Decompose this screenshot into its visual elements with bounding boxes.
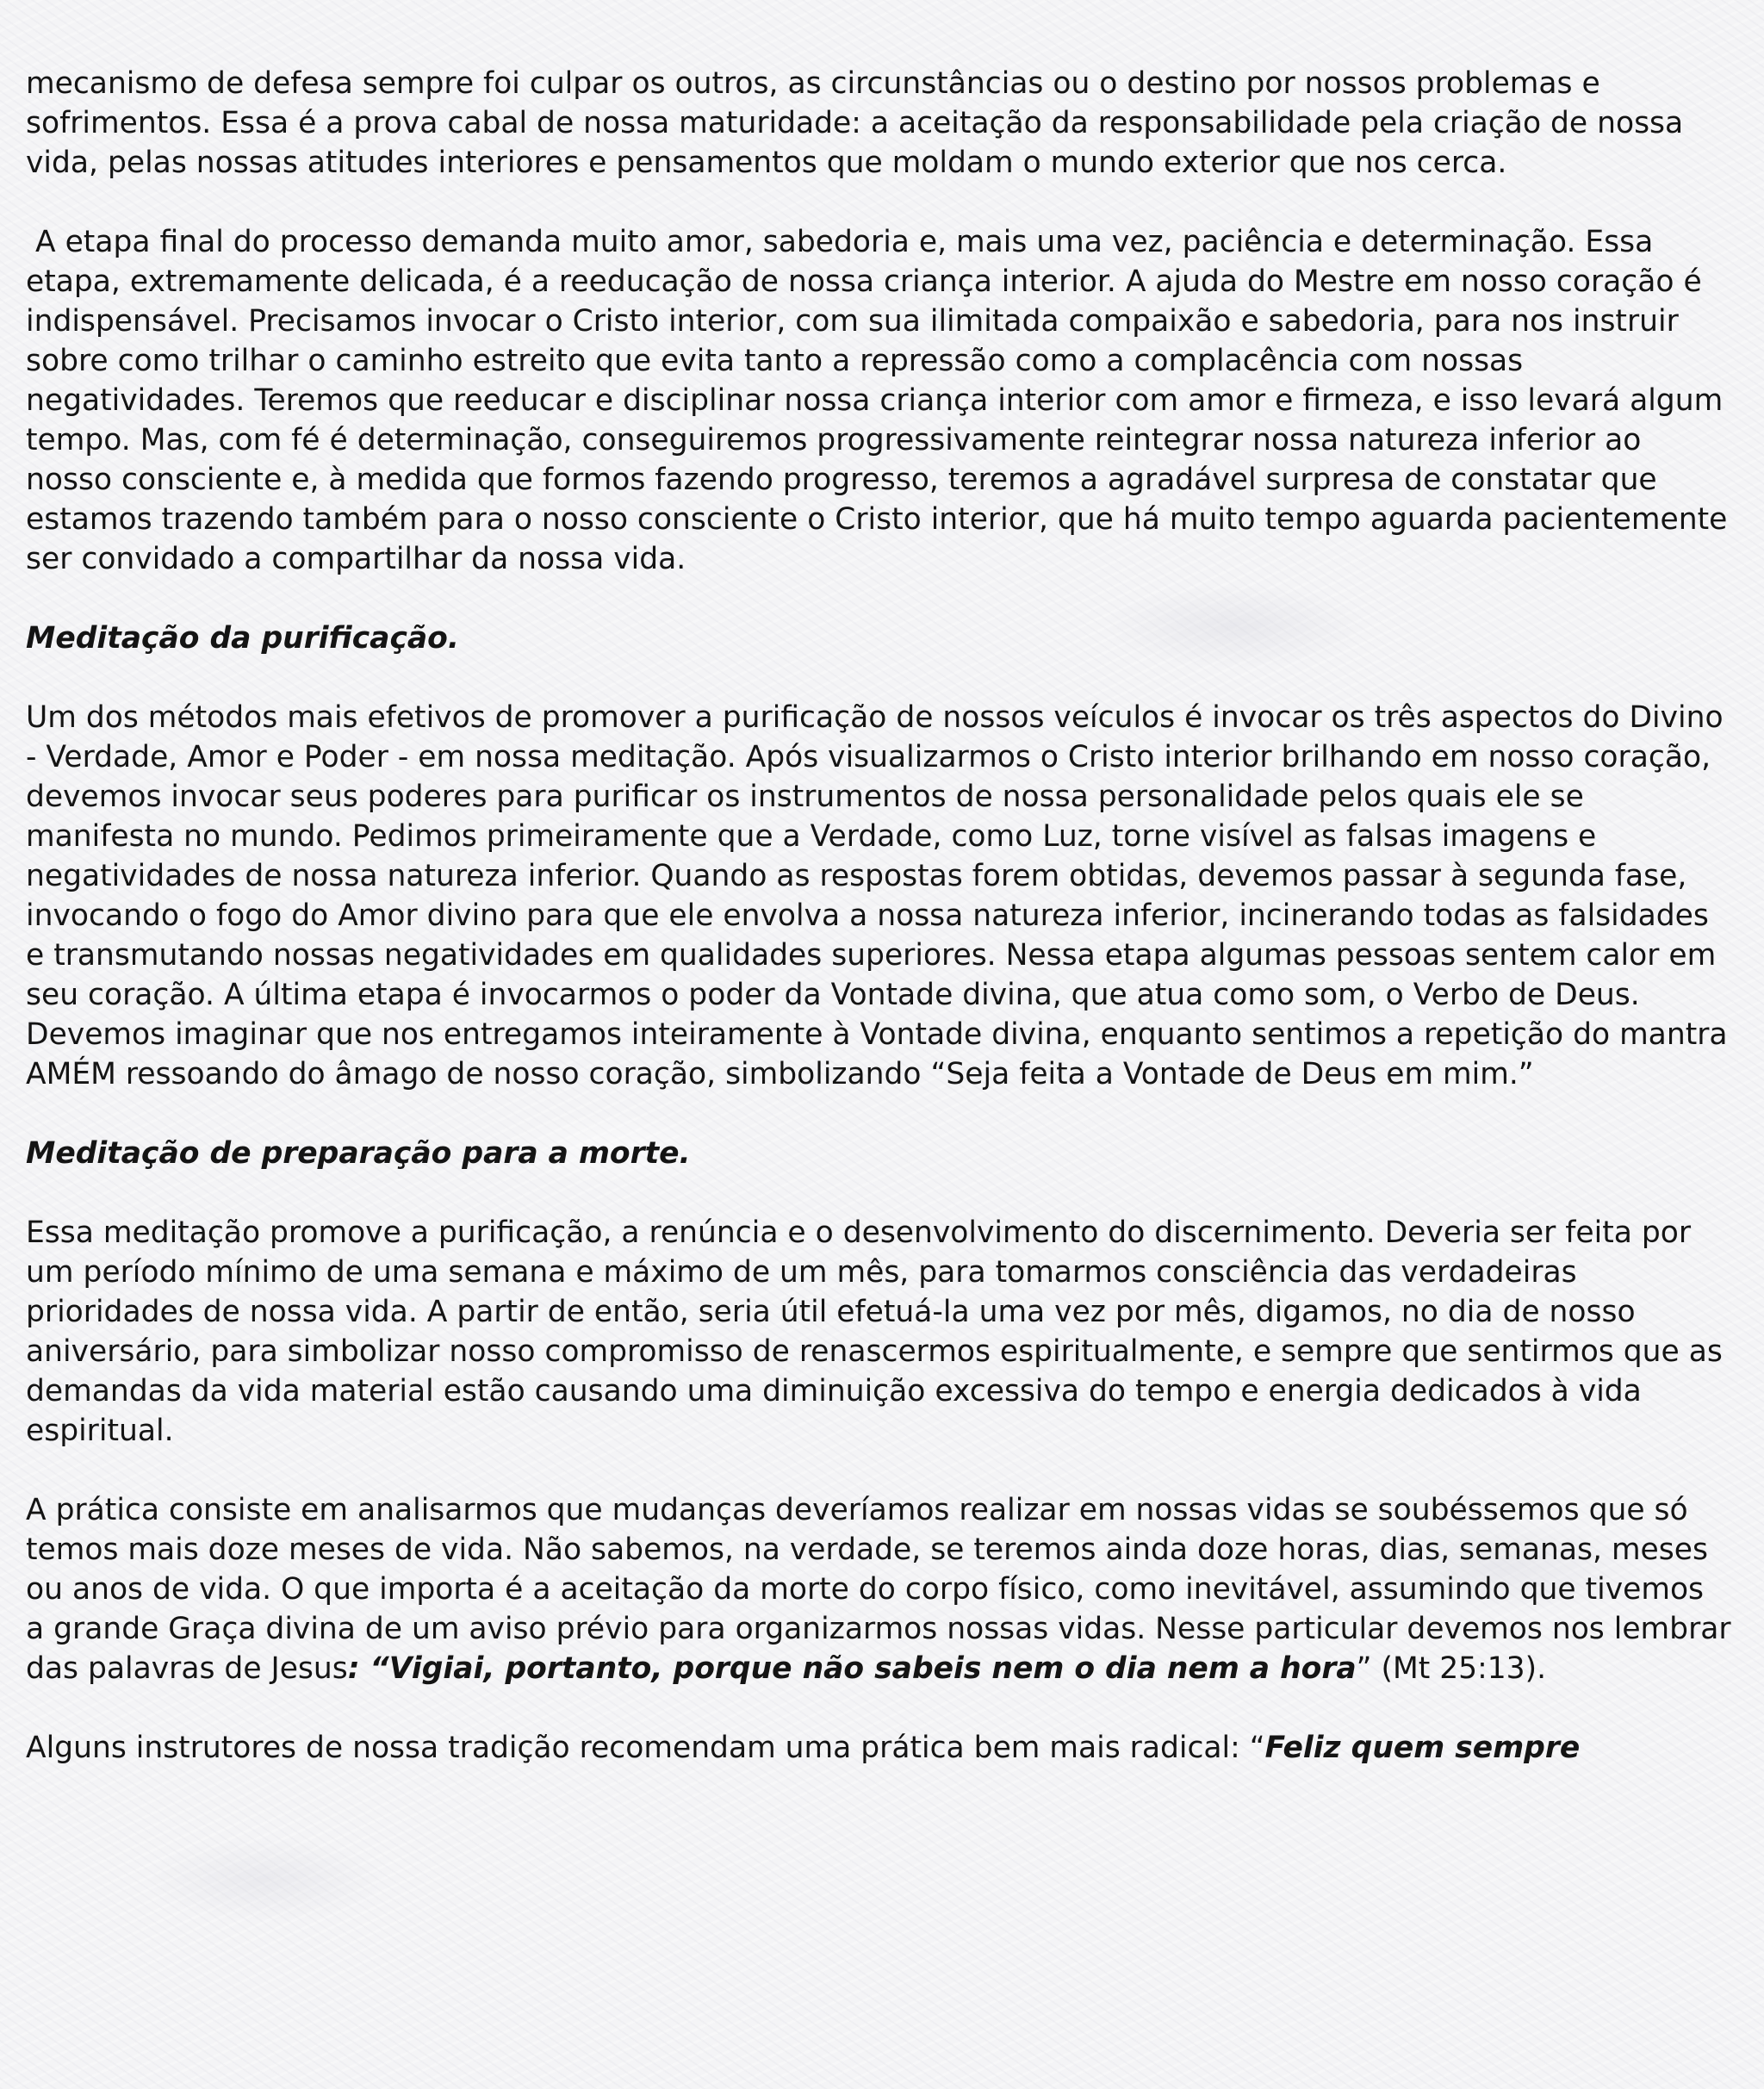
paragraph-death-preparation: Essa meditação promove a purificação, a renúncia e o desenvolvimento do discernimento. Deveria ser feita por um período mínimo de uma semana e máximo de um mês, para tomarmos consciência das verdadeiras prioridades de nossa vida. A partir de então, seria útil efetuá-la uma vez por mês, digamos, no dia de nosso aniversário, para simbolizar nosso compromisso de renascermos espiritualmente, e sempre que sentirmos que as demandas da vida material estão causando uma diminuição excessiva do tempo e energia dedicados à vida espiritual. — [26, 1215, 1723, 1448]
paragraph-radical-practice — [26, 1728, 1731, 1768]
practice-text: A prática consiste em analisarmos que mudanças deveríamos realizar em nossas vidas se soubéssemos que só temos mais doze meses de vida. Não sabemos, na verdade, se teremos ainda doze horas, dias, semanas, meses ou anos de vida. O que importa é a aceitação da morte do corpo físico, como inevitável, assumindo que tivemos a grande Graça divina de um aviso prévio para organizarmos nossas vidas. Nesse particular devemos nos lembrar das palavras de Jesus — [26, 1493, 1731, 1686]
heading-purification-meditation: Meditação da purificação. — [26, 621, 459, 656]
paragraph-purification: Um dos métodos mais efetivos de promover a purificação de nossos veículos é invocar os três aspectos do Divino - Verdade, Amor e Poder - em nossa meditação. Após visualizarmos o Cristo interior brilhando em nosso coração, devemos invocar seus poderes para purificar os instrumentos de nossa personalidade pelos quais ele se manifesta no mundo. Pedimos primeiramente que a Verdade, como Luz, torne visível as falsas imagens e negatividades de nossa natureza inferior. Quando as respostas forem obtidas, devemos passar à segunda fase, invocando o fogo do Amor divino para que ele envolva a nossa natureza inferior, incinerando todas as falsidades e transmutando nossas negatividades em qualidades superiores. Nessa etapa algumas pessoas sentem calor em seu coração. A última etapa é invocarmos o poder da Vontade divina, que atua como som, o Verbo de Deus. Devemos imaginar que nos entregamos inteiramente à Vontade divina, enquanto sentimos a repetição do mantra AMÉM ressoando do âmago de nosso coração, simbolizando “Seja feita a Vontade de Deus em mim.” — [26, 700, 1728, 1091]
paragraph-responsibility: mecanismo de defesa sempre foi culpar os outros, as circunstâncias ou o destino por nossos problemas e sofrimentos. Essa é a prova cabal de nossa maturidade: a aceitação da responsabilidade pela criação de nossa vida, pelas nossas atitudes interiores e pensamentos que moldam o mundo exterior que nos cerca. — [26, 66, 1684, 180]
radical-practice-text: Alguns instrutores de nossa tradição recomendam uma prática bem mais radical: “ — [26, 1731, 1265, 1765]
radical-practice-quote: Feliz quem sempre — [1264, 1731, 1581, 1765]
scripture-reference: ” (Mt 25:13). — [1356, 1651, 1547, 1686]
paragraph-practice — [26, 1490, 1731, 1688]
heading-death-preparation-meditation: Meditação de preparação para a morte. — [26, 1136, 691, 1171]
jesus-quote: : “Vigiai, portanto, porque não sabeis nem o dia nem a hora — [347, 1651, 1357, 1686]
paragraph-final-stage: A etapa final do processo demanda muito amor, sabedoria e, mais uma vez, paciência e determinação. Essa etapa, extremamente delicada, é a reeducação de nossa criança interior. A ajuda do Mestre em nosso coração é indispensável. Precisamos invocar o Cristo interior, com sua ilimitada compaixão e sabedoria, para nos instruir sobre como trilhar o caminho estreito que evita tanto a repressão como a complacência com nossas negatividades. Teremos que reeducar e disciplinar nossa criança interior com amor e firmeza, e isso levará algum tempo. Mas, com fé é determinação, conseguiremos progressivamente reintegrar nossa natureza inferior ao nosso consciente e, à medida que formos fazendo progresso, teremos a agradável surpresa de constatar que estamos trazendo também para o nosso consciente o Cristo interior, que há muito tempo aguarda pacientemente ser convidado a compartilhar da nossa vida. — [26, 225, 1728, 576]
document-page — [26, 64, 1731, 1807]
